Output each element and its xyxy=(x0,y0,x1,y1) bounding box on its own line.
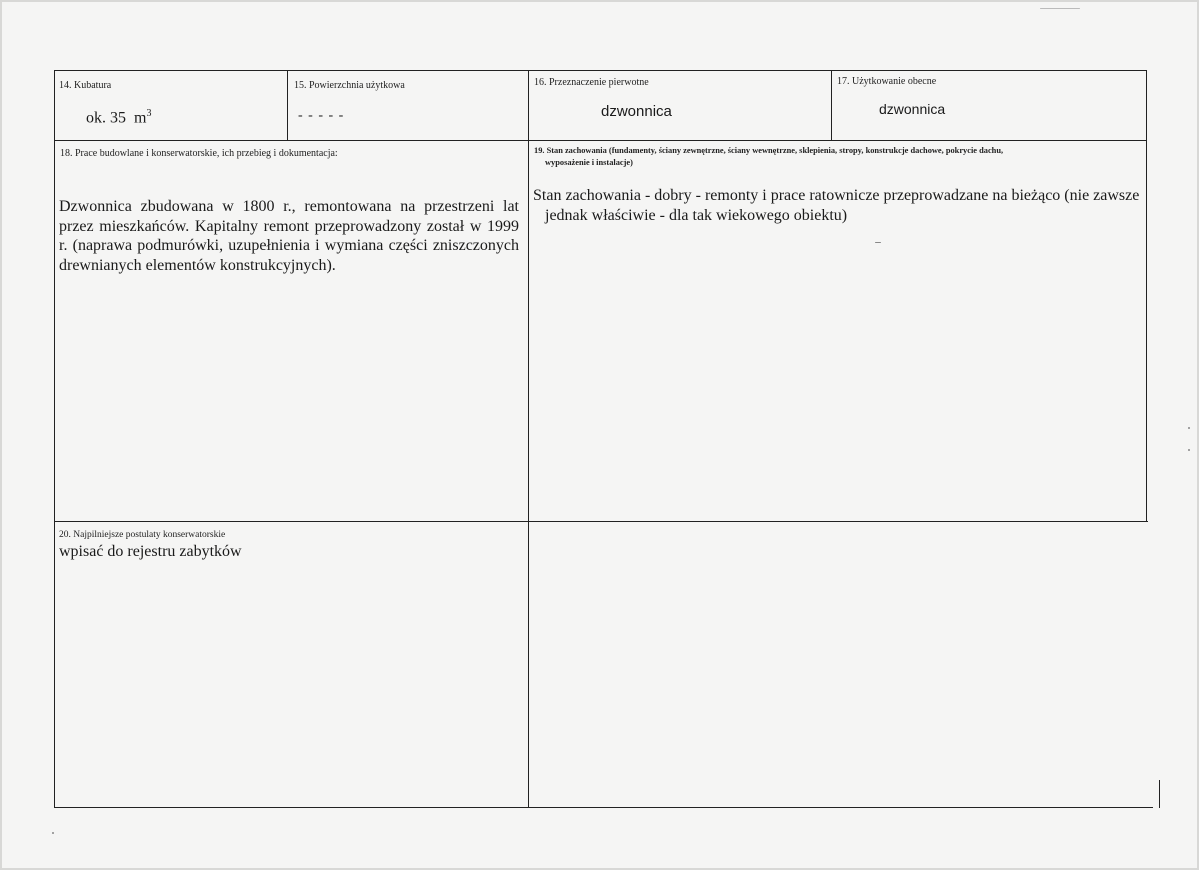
grid-line-left xyxy=(54,70,55,808)
przeznaczenie-label: 16. Przeznaczenie pierwotne xyxy=(534,77,649,88)
stan-label-line1: 19. Stan zachowania (fundamenty, ściany zewnętrzne, ściany wewnętrzne, sklepienia, stropy, konstrukcje dachowe, pokrycie dachu, xyxy=(534,146,1004,155)
grid-line-col2 xyxy=(528,70,529,808)
scan-speck xyxy=(875,242,881,243)
postulaty-label: 20. Najpilniejsze postulaty konserwatorskie xyxy=(59,530,226,540)
scan-speck xyxy=(1188,449,1190,451)
kubatura-number: ok. 35 xyxy=(86,109,126,127)
grid-line-row2 xyxy=(54,521,1148,522)
powierzchnia-label: 15. Powierzchnia użytkowa xyxy=(294,80,405,91)
scan-speck xyxy=(1040,8,1080,9)
prace-text: Dzwonnica zbudowana w 1800 r., remontowana na przestrzeni lat przez mieszkańców. Kapitalny remont przeprowadzony został w 1999 r. (naprawa podmurówki, uzupełnienia i wymiana części zniszczonych drewnianych elementów konstrukcyjnych). xyxy=(59,198,519,274)
uzytkowanie-label: 17. Użytkowanie obecne xyxy=(837,76,937,87)
stan-text: Stan zachowania - dobry - remonty i prace ratownicze przeprowadzane na bieżąco (nie zawsze jednak właściwie - dla tak wiekowego obiektu) xyxy=(533,187,1140,224)
grid-line-bottom xyxy=(54,807,1153,808)
grid-line-right-lower xyxy=(1159,780,1160,808)
grid-line-row1 xyxy=(54,140,1147,141)
kubatura-label: 14. Kubatura xyxy=(59,80,112,91)
uzytkowanie-value: dzwonnica xyxy=(879,101,946,117)
kubatura-value xyxy=(86,104,151,128)
grid-line-col1 xyxy=(287,70,288,141)
postulaty-value: wpisać do rejestru zabytków xyxy=(59,543,242,560)
kubatura-unit: m xyxy=(134,109,147,127)
scan-speck xyxy=(52,832,54,834)
kubatura-unit-exponent: 3 xyxy=(146,108,152,119)
scan-speck xyxy=(1188,427,1190,429)
grid-line-right xyxy=(1146,70,1147,522)
grid-line-col3 xyxy=(831,70,832,141)
prace-label: 18. Prace budowlane i konserwatorskie, ich przebieg i dokumentacja: xyxy=(60,148,338,159)
grid-line-top xyxy=(54,70,1147,71)
przeznaczenie-value: dzwonnica xyxy=(601,103,672,120)
stan-label-line2: wyposażenie i instalacje) xyxy=(545,158,633,167)
powierzchnia-value: - - - - - xyxy=(298,108,345,123)
